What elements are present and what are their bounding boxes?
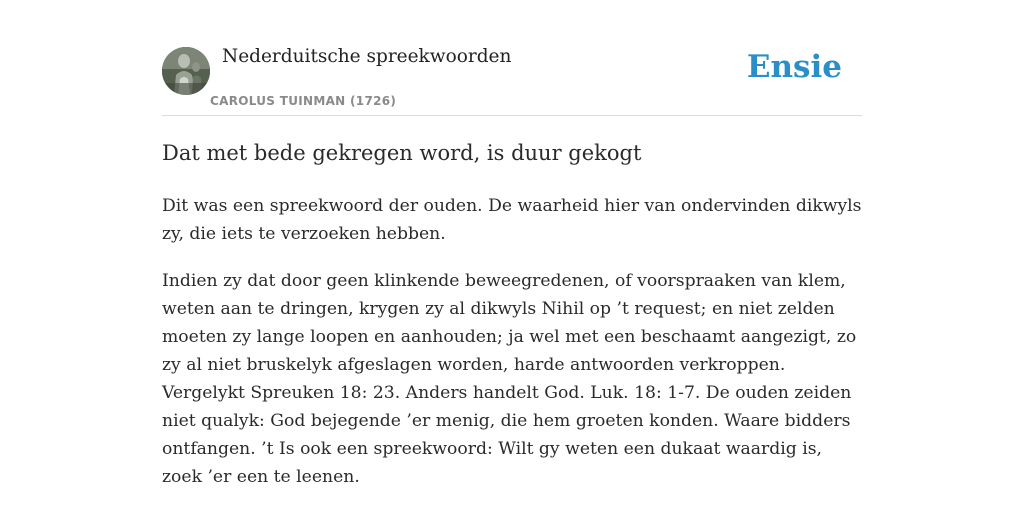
author-avatar[interactable] [162,47,210,95]
header-divider [162,115,862,116]
author-name[interactable]: CAROLUS TUINMAN (1726) [210,94,397,108]
book-title-link[interactable]: Nederduitsche spreekwoorden [222,46,512,67]
entry-title: Dat met bede gekregen word, is duur gekogt [162,141,642,165]
entry-paragraph: Indien zy dat door geen klinkende beweegredenen, of voorspraaken van klem, weten aan te dringen, krygen zy al dikwyls Nihil op ’t request; en niet zelden moeten zy lange loopen en aanhouden; ja wel met een beschaamt aangezigt, zo zy al niet bruskelyk afgeslagen worden, harde antwoorden verkroppen. Vergelykt Spreuken 18: 23. Anders handelt God. Luk. 18: 1-7. De ouden zeiden niet qualyk: God bejegende ’er menig, die hem groeten konden. Waare bidders ontfangen. ’t Is ook een spreekwoord: Wilt gy weten een dukaat waardig is, zoek ’er een te leenen. [162,271,857,487]
statue-portrait-icon [162,47,210,95]
entry-paragraph: Dit was een spreekwoord der ouden. De waarheid hier van ondervinden dikwyls zy, die iets te verzoeken hebben. [162,196,862,244]
ensie-logo[interactable]: Ensie [746,49,842,85]
entry-card [162,0,862,512]
